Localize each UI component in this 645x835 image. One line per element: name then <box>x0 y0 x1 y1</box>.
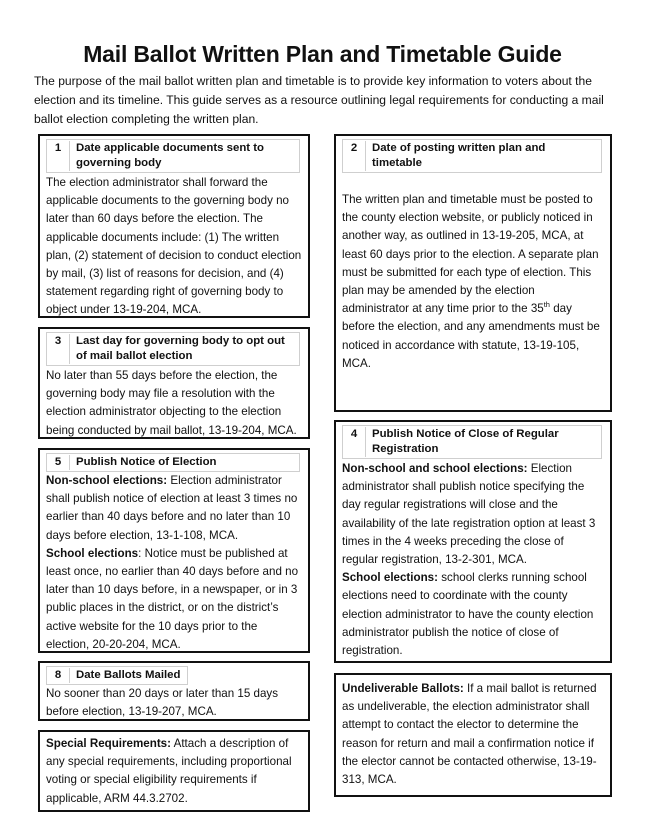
intro-paragraph: The purpose of the mail ballot written plan and timetable is to provide key information to voters about the election and its timeline. This guide serves as a resource outlining legal requirements for conducting a mail ballot election completing the written plan. <box>34 74 604 126</box>
section-2-heading: Date of posting written plan and timetable <box>372 142 546 169</box>
section-5-label-non-school: Non-school elections: <box>46 474 168 487</box>
section-2-header <box>342 139 602 173</box>
section-8-heading: Date Ballots Mailed <box>76 669 181 681</box>
section-2-body-post: day before the election, and any amendments must be noticed in accordance with statute, 13-19-105, MCA. <box>342 302 600 370</box>
section-8-box <box>38 661 310 721</box>
section-4-body <box>336 460 610 660</box>
page-title: Mail Ballot Written Plan and Timetable Guide <box>83 41 562 67</box>
section-1-box <box>38 134 310 318</box>
section-5-label-school: School elections <box>46 546 139 560</box>
section-5-heading: Publish Notice of Election <box>76 456 217 468</box>
section-4-heading: Publish Notice of Close of Regular Registration <box>372 428 559 455</box>
section-5-body <box>40 472 308 654</box>
special-requirements-body <box>40 732 308 808</box>
section-4-number: 4 <box>350 428 358 440</box>
section-3-number: 3 <box>54 335 62 347</box>
section-3-heading: Last day for governing body to opt out of mail ballot election <box>76 335 285 362</box>
undeliverable-ballots-body <box>336 675 610 789</box>
section-1-body: The election administrator shall forward the applicable documents to the governing body no later than 60 days before the election. The applicable documents include: (1) The written plan, (2) statement of decision to conduct election by mail, (3) list of reasons for decision, and (4) statement regarding right of governing body to object under 13-19-204, MCA. <box>46 176 302 317</box>
section-4-label-non-school: Non-school and school elections: <box>342 462 528 475</box>
section-2-body-pre: The written plan and timetable must be posted to the county election website, or publicly noticed in another way, as outlined in 13-19-205, MCA, at least 60 days prior to the election. A separate plan must be submitted for each type of election. This plan may be amended by the election administrator at any time prior to the <box>342 193 599 316</box>
section-3-box <box>38 327 310 439</box>
section-8-number: 8 <box>54 669 62 681</box>
section-5-text-school: : Notice must be published at least once, no earlier than 40 days before and no later than 10 days before, in a newspaper, or in 3 public places in the district, or on the district’s active website for the 10 days prior to the election, 20-20-204, MCA. <box>46 546 299 651</box>
section-2-body-ordinal: th <box>543 300 550 310</box>
section-2-number: 2 <box>350 142 358 154</box>
section-4-text-non-school: Election administrator shall publish notice specifying the day regular registrations will close and the availability of the late registration option at least 3 times in the 4 weeks preceding the close of regular registration, 13-2-301, MCA. <box>342 462 596 567</box>
section-4-header <box>342 425 602 459</box>
section-5-number: 5 <box>54 456 62 468</box>
section-1-number: 1 <box>54 142 62 154</box>
section-5-text-non-school: Election administrator shall publish notice of election at least 3 times no earlier than 40 days before and no later than 10 days before election, 13-1-108, MCA. <box>46 474 298 542</box>
section-5-header <box>46 453 300 472</box>
section-2-body-day: 35 <box>530 302 544 316</box>
undeliverable-ballots-box <box>334 673 612 797</box>
section-3-body: No later than 55 days before the election, the governing body may file a resolution with the election administrator objecting to the election being conducted by mail ballot, 13-19-204, MCA. <box>46 369 297 437</box>
section-4-label-school: School elections: <box>342 571 438 585</box>
section-1-header <box>46 139 300 173</box>
section-2-box <box>334 134 612 412</box>
undeliverable-ballots-label: Undeliverable Ballots: <box>342 682 464 695</box>
section-2-body <box>336 191 610 373</box>
special-requirements-text: Attach a description of any special requirements, including proportional voting or special eligibility requirements if applicable, ARM 44.3.2702. <box>46 737 292 805</box>
section-3-header <box>46 332 300 366</box>
section-4-text-school: school clerks running school elections need to coordinate with the county election administrator to have the county election administrator publish the notice of close of registration. <box>342 571 594 658</box>
special-requirements-box <box>38 730 310 812</box>
section-8-header <box>46 666 188 685</box>
undeliverable-ballots-text: If a mail ballot is returned as undeliverable, the election administrator shall attempt to contact the elector to determine the reason for return and mail a confirmation notice if the elector cannot be contacted otherwise, 13-19-313, MCA. <box>342 682 597 787</box>
section-1-heading: Date applicable documents sent to governing body <box>76 142 264 169</box>
section-5-box <box>38 448 310 653</box>
special-requirements-label: Special Requirements: <box>46 737 171 750</box>
section-8-body: No sooner than 20 days or later than 15 days before election, 13-19-207, MCA. <box>46 687 279 719</box>
section-4-box <box>334 420 612 663</box>
